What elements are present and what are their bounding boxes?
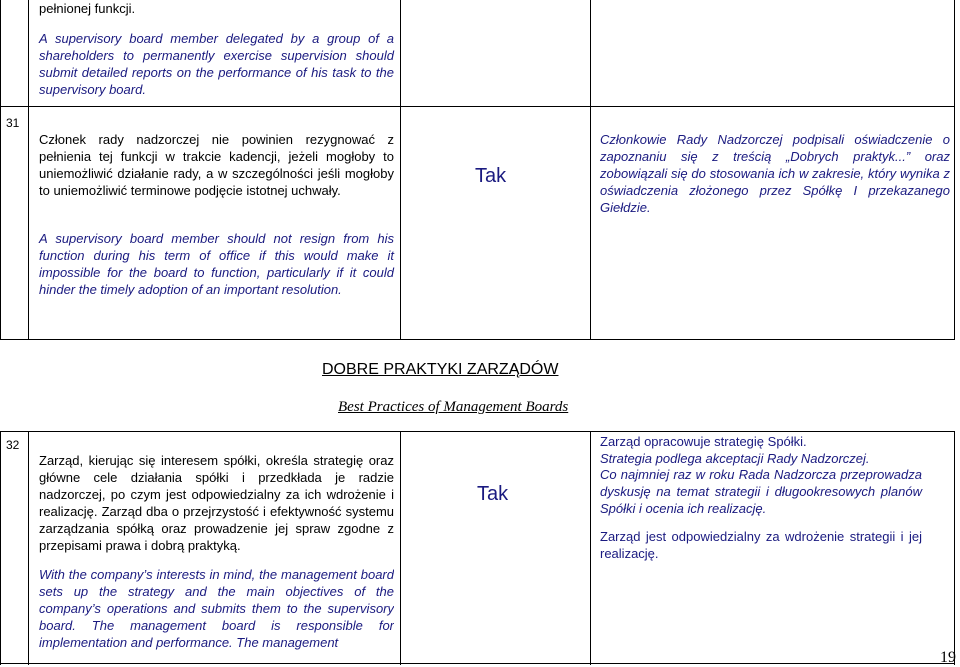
column-divider-1 bbox=[28, 0, 29, 340]
column-divider-2 bbox=[400, 0, 401, 340]
page-number: 19 bbox=[940, 649, 956, 666]
column-divider-2b bbox=[400, 431, 401, 665]
answer-yes: Tak bbox=[475, 165, 507, 187]
column-divider-1b bbox=[28, 431, 29, 665]
comment-line-1: Zarząd opracowuje strategię Spółki. bbox=[600, 434, 807, 449]
continuation-rule-pl: pełnionej funkcji. bbox=[39, 1, 136, 16]
table-border-bottom bbox=[0, 339, 955, 340]
table-border-right bbox=[954, 0, 955, 340]
rule-text-en: A supervisory board member should not resign from his function during his term of office if this would make it impossible for the board to function, particularly if it could hinder the timely adoption of an important resolution. bbox=[39, 231, 394, 297]
rule-text-pl: Członek rady nadzorczej nie powinien rezygnować z pełnienia tej funkcji w trakcie kadencji, jeżeli mogłoby to uniemożliwić działanie rady, a w szczególności jeśli mogłoby to uniemożliwić terminowe podjęcie istotnej uchwały. bbox=[39, 132, 394, 198]
section-title: DOBRE PRAKTYKI ZARZĄDÓW bbox=[322, 361, 559, 378]
section-subtitle: Best Practices of Management Boards bbox=[338, 399, 569, 415]
table-border-top bbox=[0, 431, 955, 432]
continuation-rule-en: A supervisory board member delegated by a group of a shareholders to permanently exercise supervision should submit detailed reports on the performance of his task to the supervisory board. bbox=[39, 31, 394, 97]
comment-line-3: Co najmniej raz w roku Rada Nadzorcza przeprowadza dyskusję na temat strategii i długookresowych planów Spółki i ocenia ich realizację. bbox=[600, 467, 922, 516]
row-number: 31 bbox=[6, 116, 20, 130]
column-divider-3 bbox=[590, 0, 591, 340]
row-divider bbox=[0, 106, 955, 107]
rule-text-en-2: With the company’s interests in mind, the management board sets up the strategy and the main objectives of the company’s operations and submits them to the supervisory board. The management board is responsible for implementation and performance. The management bbox=[39, 567, 394, 650]
comment-line-2: Strategia podlega akceptacji Rady Nadzorczej. bbox=[600, 451, 870, 466]
column-divider-3b bbox=[590, 431, 591, 665]
table-border-left-2 bbox=[0, 431, 1, 665]
row-number-2: 32 bbox=[6, 438, 20, 452]
table-border-bottom-2 bbox=[0, 663, 955, 664]
comment-text: Członkowie Rady Nadzorczej podpisali oświadczenie o zapoznaniu się z treścią „Dobrych praktyk...” oraz zobowiązali się do stosowania ich w zakresie, który wynika z oświadczenia złożonego przez Spółkę I przekazanego Giełdzie. bbox=[600, 132, 950, 215]
comment-line-4: Zarząd jest odpowiedzialny za wdrożenie strategii i jej realizację. bbox=[600, 529, 922, 561]
table-border-right-2 bbox=[954, 431, 955, 665]
table-border-left bbox=[0, 0, 1, 340]
rule-text-pl-2: Zarząd, kierując się interesem spółki, określa strategię oraz główne cele działania spółki i przedkłada je radzie nadzorczej, po czym jest odpowiedzialny za ich wdrożenie i realizację. Zarząd dba o przejrzystość i efektywność systemu zarządzania spółką oraz prowadzenie jej spraw zgodne z przepisami prawa i dobrą praktyką. bbox=[39, 453, 394, 553]
answer-yes-2: Tak bbox=[477, 483, 509, 505]
